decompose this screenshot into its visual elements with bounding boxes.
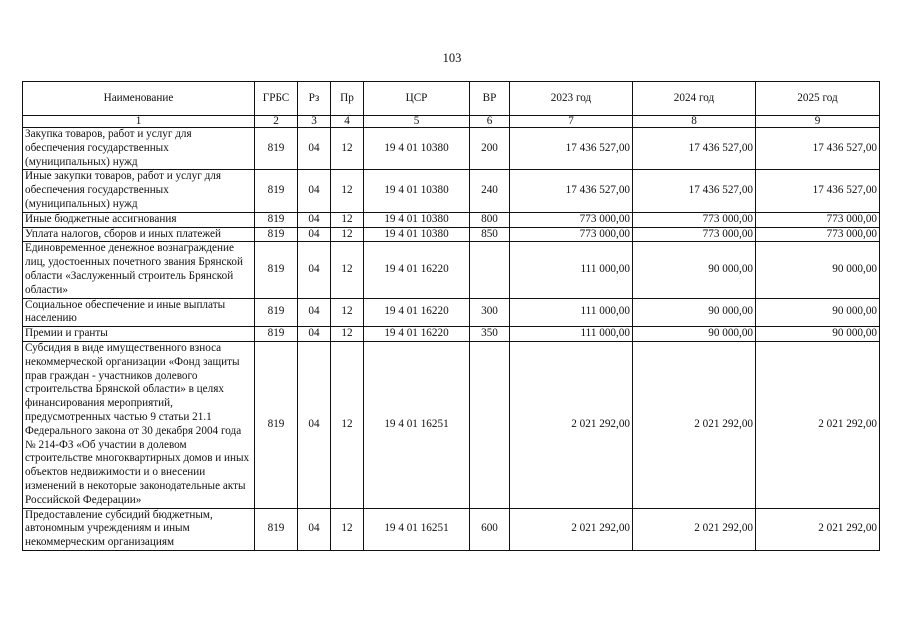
column-number: 4 — [331, 116, 364, 128]
row-2024: 90 000,00 — [633, 242, 756, 298]
row-2025: 773 000,00 — [756, 227, 880, 242]
table-row — [23, 242, 880, 298]
row-pr: 12 — [331, 170, 364, 212]
row-csr: 19 4 01 10380 — [364, 227, 470, 242]
row-rz: 04 — [298, 298, 331, 327]
row-csr: 19 4 01 16251 — [364, 341, 470, 508]
table-row — [23, 128, 880, 170]
table-row — [23, 298, 880, 327]
row-2025: 17 436 527,00 — [756, 128, 880, 170]
row-grbs: 819 — [255, 227, 298, 242]
row-name: Иные закупки товаров, работ и услуг для обеспечения государственных (муниципальных) нужд — [23, 170, 255, 212]
header-vr: ВР — [470, 82, 510, 116]
table-row — [23, 170, 880, 212]
row-grbs: 819 — [255, 298, 298, 327]
header-grbs: ГРБС — [255, 82, 298, 116]
row-csr: 19 4 01 16220 — [364, 242, 470, 298]
row-name: Единовременное денежное вознаграждение лиц, удостоенных почетного звания Брянской области «Заслуженный строитель Брянской области» — [23, 242, 255, 298]
column-number: 5 — [364, 116, 470, 128]
row-rz: 04 — [298, 128, 331, 170]
row-csr: 19 4 01 16251 — [364, 508, 470, 550]
row-pr: 12 — [331, 128, 364, 170]
row-grbs: 819 — [255, 170, 298, 212]
row-csr: 19 4 01 10380 — [364, 170, 470, 212]
row-pr: 12 — [331, 227, 364, 242]
table-row — [23, 212, 880, 227]
row-2023: 17 436 527,00 — [510, 170, 633, 212]
header-pr: Пр — [331, 82, 364, 116]
row-pr: 12 — [331, 242, 364, 298]
row-vr — [470, 242, 510, 298]
row-grbs: 819 — [255, 508, 298, 550]
row-name: Предоставление субсидий бюджетным, автономным учреждениям и иным некоммерческим организациям — [23, 508, 255, 550]
row-name: Премии и гранты — [23, 327, 255, 342]
header-name: Наименование — [23, 82, 255, 116]
row-vr: 300 — [470, 298, 510, 327]
row-2024: 773 000,00 — [633, 227, 756, 242]
row-pr: 12 — [331, 341, 364, 508]
header-2025: 2025 год — [756, 82, 880, 116]
table-row — [23, 327, 880, 342]
row-2025: 2 021 292,00 — [756, 341, 880, 508]
row-vr: 350 — [470, 327, 510, 342]
row-grbs: 819 — [255, 212, 298, 227]
row-vr: 240 — [470, 170, 510, 212]
row-rz: 04 — [298, 341, 331, 508]
header-2023: 2023 год — [510, 82, 633, 116]
row-2023: 2 021 292,00 — [510, 508, 633, 550]
column-number: 7 — [510, 116, 633, 128]
row-vr: 200 — [470, 128, 510, 170]
row-2023: 17 436 527,00 — [510, 128, 633, 170]
row-grbs: 819 — [255, 327, 298, 342]
row-2025: 2 021 292,00 — [756, 508, 880, 550]
row-2024: 90 000,00 — [633, 327, 756, 342]
row-2025: 90 000,00 — [756, 327, 880, 342]
row-2023: 111 000,00 — [510, 242, 633, 298]
column-number: 6 — [470, 116, 510, 128]
table-row — [23, 227, 880, 242]
row-rz: 04 — [298, 227, 331, 242]
row-pr: 12 — [331, 327, 364, 342]
row-grbs: 819 — [255, 242, 298, 298]
row-vr — [470, 341, 510, 508]
row-pr: 12 — [331, 508, 364, 550]
row-name: Иные бюджетные ассигнования — [23, 212, 255, 227]
row-vr: 800 — [470, 212, 510, 227]
page-number: 103 — [442, 51, 462, 65]
row-csr: 19 4 01 16220 — [364, 298, 470, 327]
row-2025: 90 000,00 — [756, 298, 880, 327]
row-name: Социальное обеспечение и иные выплаты населению — [23, 298, 255, 327]
row-2024: 2 021 292,00 — [633, 341, 756, 508]
row-grbs: 819 — [255, 341, 298, 508]
row-rz: 04 — [298, 508, 331, 550]
column-number: 8 — [633, 116, 756, 128]
column-number: 1 — [23, 116, 255, 128]
row-rz: 04 — [298, 327, 331, 342]
column-number: 9 — [756, 116, 880, 128]
row-csr: 19 4 01 10380 — [364, 212, 470, 227]
row-rz: 04 — [298, 242, 331, 298]
row-name: Уплата налогов, сборов и иных платежей — [23, 227, 255, 242]
row-2025: 17 436 527,00 — [756, 170, 880, 212]
row-pr: 12 — [331, 298, 364, 327]
table-row — [23, 508, 880, 550]
row-grbs: 819 — [255, 128, 298, 170]
row-2024: 2 021 292,00 — [633, 508, 756, 550]
column-number: 2 — [255, 116, 298, 128]
budget-table — [22, 81, 880, 551]
row-2023: 773 000,00 — [510, 227, 633, 242]
header-csr: ЦСР — [364, 82, 470, 116]
row-pr: 12 — [331, 212, 364, 227]
row-2024: 773 000,00 — [633, 212, 756, 227]
header-rz: Рз — [298, 82, 331, 116]
row-2025: 773 000,00 — [756, 212, 880, 227]
row-2023: 2 021 292,00 — [510, 341, 633, 508]
row-vr: 600 — [470, 508, 510, 550]
row-name: Субсидия в виде имущественного взноса некоммерческой организации «Фонд защиты прав граждан - участников долевого строительства Брянской области» в целях финансирования мероприятий, предусмотренных частью 9 статьи 21.1 Федерального закона от 30 декабря 2004 года № 214-ФЗ «Об участии в долевом строительстве многоквартирных домов и иных объектов недвижимости и о внесении изменений в некоторые законодательные акты Российской Федерации» — [23, 341, 255, 508]
row-2025: 90 000,00 — [756, 242, 880, 298]
row-csr: 19 4 01 10380 — [364, 128, 470, 170]
header-row — [23, 82, 880, 116]
row-name: Закупка товаров, работ и услуг для обеспечения государственных (муниципальных) нужд — [23, 128, 255, 170]
row-2023: 111 000,00 — [510, 327, 633, 342]
row-2024: 17 436 527,00 — [633, 170, 756, 212]
row-rz: 04 — [298, 212, 331, 227]
table-row — [23, 341, 880, 508]
row-vr: 850 — [470, 227, 510, 242]
row-2023: 773 000,00 — [510, 212, 633, 227]
header-2024: 2024 год — [633, 82, 756, 116]
row-2024: 17 436 527,00 — [633, 128, 756, 170]
column-number-row — [23, 116, 880, 128]
row-2024: 90 000,00 — [633, 298, 756, 327]
column-number: 3 — [298, 116, 331, 128]
row-rz: 04 — [298, 170, 331, 212]
row-2023: 111 000,00 — [510, 298, 633, 327]
row-csr: 19 4 01 16220 — [364, 327, 470, 342]
